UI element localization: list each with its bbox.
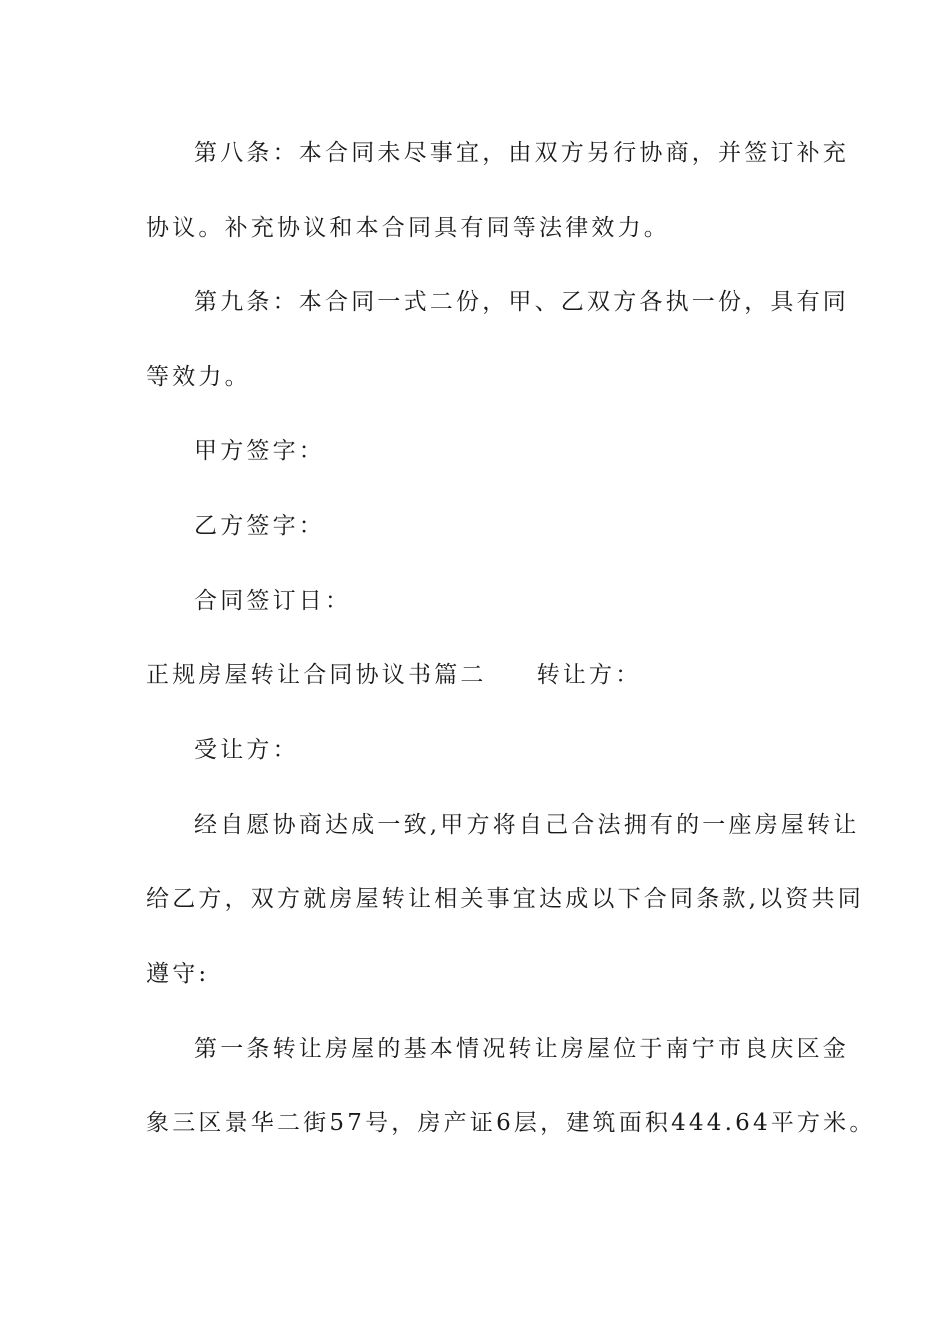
- intro-line-1: 经自愿协商达成一致,甲方将自己合法拥有的一座房屋转让: [194, 812, 860, 838]
- article-1-line-2: 象三区景华二街57号，房产证6层，建筑面积444.64平方米。: [146, 1110, 876, 1136]
- article-9-line-1: 第九条：本合同一式二份，甲、乙双方各执一份，具有同: [194, 289, 849, 315]
- section-heading-line: [146, 659, 641, 691]
- intro-line-2: 给乙方，双方就房屋转让相关事宜达成以下合同条款,以资共同: [146, 886, 864, 912]
- party-b-signature-label: 乙方签字：: [194, 513, 325, 539]
- article-8-line-1: 第八条：本合同未尽事宜，由双方另行协商，并签订补充: [194, 140, 849, 166]
- transferee-label: 受让方：: [194, 737, 299, 763]
- article-9-line-2: 等效力。: [146, 364, 251, 390]
- signing-date-label: 合同签订日：: [194, 588, 352, 614]
- party-a-signature-label: 甲方签字：: [194, 438, 325, 464]
- article-8-line-2: 协议。补充协议和本合同具有同等法律效力。: [146, 215, 670, 241]
- intro-line-3: 遵守:: [146, 961, 210, 987]
- article-1-line-1: 第一条转让房屋的基本情况转让房屋位于南宁市良庆区金: [194, 1036, 849, 1062]
- transferor-label: 转让方：: [536, 662, 642, 688]
- section-title: 正规房屋转让合同协议书篇二: [146, 662, 487, 688]
